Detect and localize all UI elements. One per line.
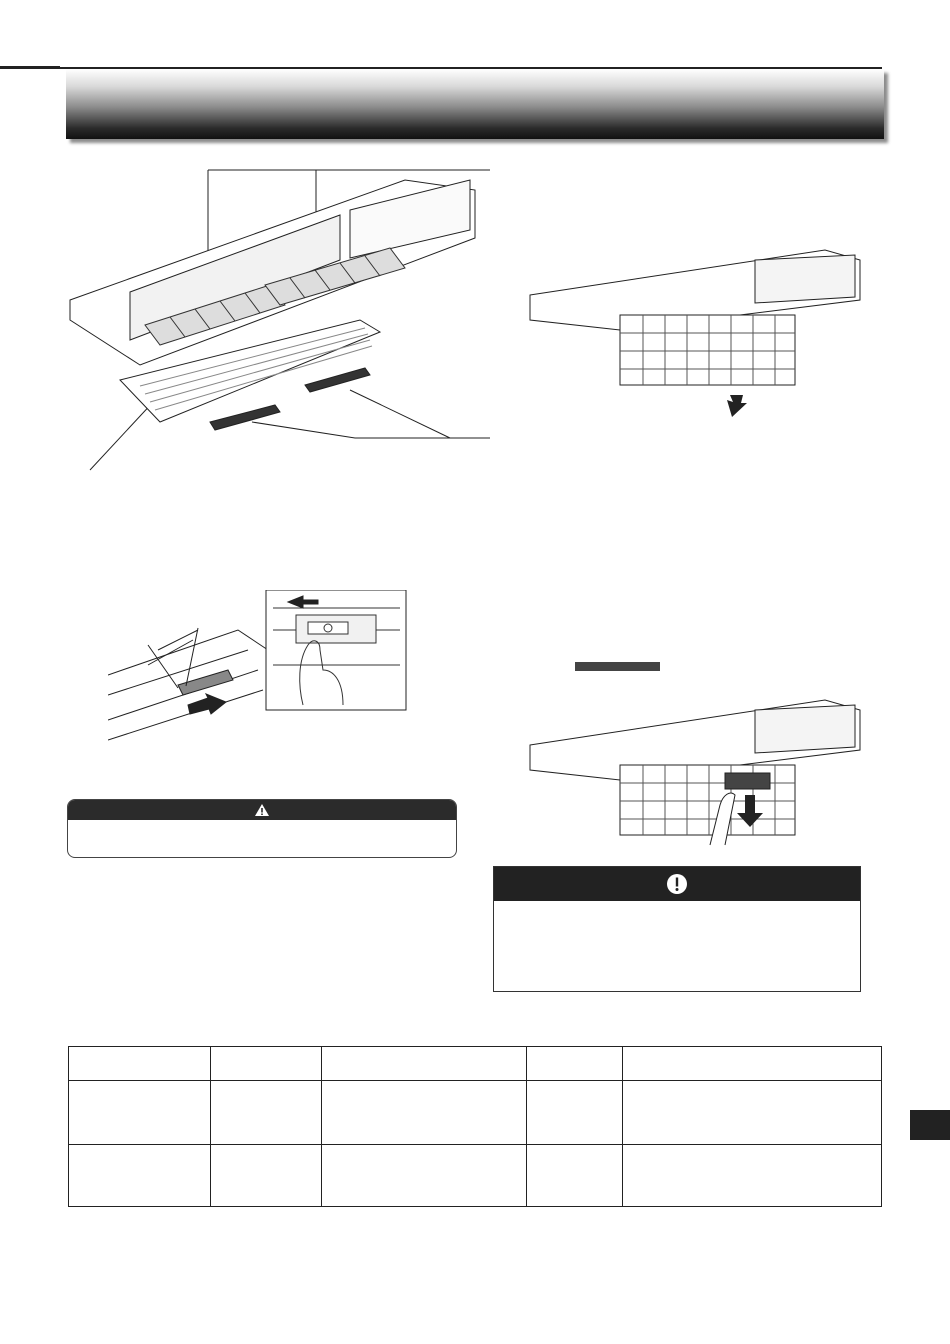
table-cell (322, 1081, 527, 1145)
warning-header (68, 800, 456, 820)
exploded-view-diagram (60, 160, 500, 480)
leader-line (350, 390, 450, 438)
cartridge-right (305, 368, 370, 392)
table-cell (211, 1145, 322, 1207)
table-cell (69, 1145, 211, 1207)
cartridge-left (210, 405, 280, 430)
highlight-label (575, 662, 660, 671)
table-cell (69, 1081, 211, 1145)
table-row (69, 1081, 882, 1145)
table-cell (623, 1145, 882, 1207)
table-cell (322, 1047, 527, 1081)
side-tab (910, 1110, 950, 1140)
warning-triangle-icon (254, 803, 270, 817)
leader-line (90, 400, 155, 470)
table-cell (527, 1047, 623, 1081)
table-cell (69, 1047, 211, 1081)
table-cell (527, 1145, 623, 1207)
filter-pull-diagram (525, 695, 865, 855)
down-arrow-icon (727, 395, 747, 417)
table-row (69, 1047, 882, 1081)
left-arrow-icon (188, 694, 226, 714)
table-row (69, 1145, 882, 1207)
caution-header (494, 867, 860, 901)
warning-box (67, 799, 457, 858)
clip-release-diagram (108, 590, 408, 750)
caution-box (493, 866, 861, 992)
table-cell (623, 1081, 882, 1145)
table-cell (623, 1047, 882, 1081)
leader-line (252, 422, 490, 438)
filter-removal-diagram (525, 245, 865, 425)
spec-table (68, 1046, 882, 1207)
table-cell (527, 1081, 623, 1145)
cartridge (725, 773, 770, 789)
exclamation-circle-icon (665, 872, 689, 896)
table-cell (322, 1145, 527, 1207)
table-cell (211, 1081, 322, 1145)
title-banner (66, 69, 884, 139)
filter-panel (620, 315, 795, 385)
table-cell (211, 1047, 322, 1081)
